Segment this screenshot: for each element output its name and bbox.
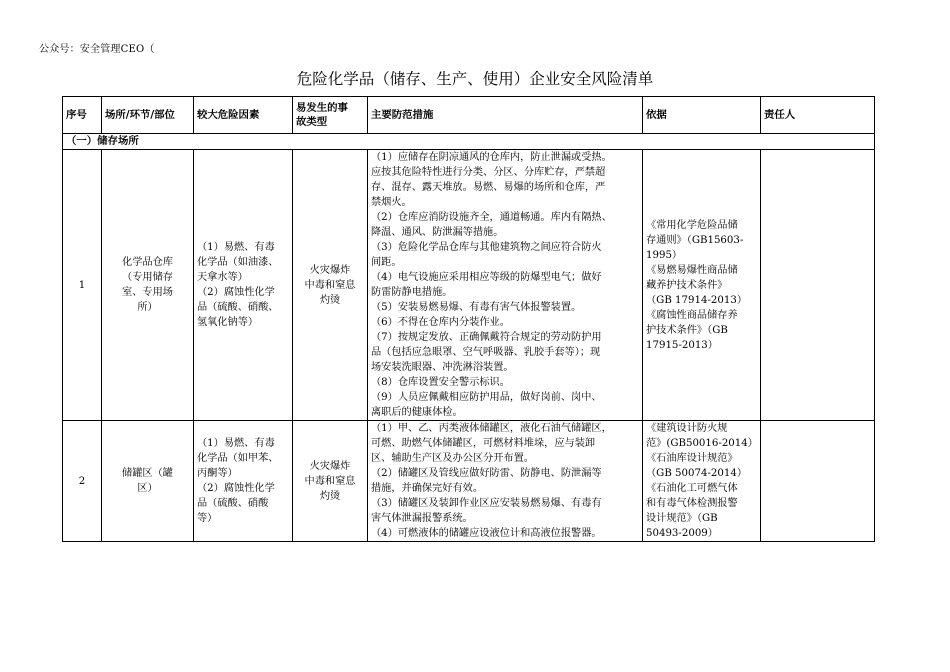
cell-line: （2）仓库应消防设施齐全，通道畅通。库内有隔热、 (371, 212, 612, 223)
cell-line: 《石油库设计规范》 (646, 453, 738, 464)
cell-line: 离职后的健康体检。 (371, 407, 463, 418)
cell-line: 间距。 (371, 257, 402, 268)
cell-line: （7）按规定发放、正确佩戴符合规定的劳动防护用 (371, 332, 602, 343)
cell-line: （4）可燃液体的储罐应设液位计和高液位报警器。 (371, 528, 602, 539)
cell-line: 《常用化学危险品储 (646, 219, 738, 231)
cell-line: 防雷防静电措施。 (371, 287, 453, 298)
cell-line: 灼烫 (319, 294, 341, 306)
cell-line: 品（硫酸、硝酸 (197, 498, 269, 509)
cell-line: （3）危险化学品仓库与其他建筑物之间应符合防火 (371, 242, 602, 253)
cell-line: 《建筑设计防火规 (646, 423, 728, 434)
cell-line: 中毒和窒息 (304, 279, 356, 291)
cell-line: （2）腐蚀性化学 (197, 287, 275, 298)
cell-line: （1）易燃、有毒 (197, 242, 275, 253)
cell-line: 禁烟火。 (371, 197, 412, 208)
cell-line: （1）易燃、有毒 (197, 438, 275, 449)
location-cell (102, 421, 194, 542)
cell-line: 场安装洗眼器、冲洗淋浴装置。 (371, 362, 514, 373)
cell-line: （1）甲、乙、丙类液体储罐区，液化石油气储罐区， (371, 423, 612, 434)
cell-line: 品（硫酸、硝酸、 (197, 302, 279, 313)
table-row (63, 421, 875, 542)
col-header-accident-line2: 故类型 (296, 116, 328, 128)
cell-line: 范》(GB50016-2014） (646, 438, 758, 449)
cell-line: 火灾爆炸 (309, 264, 351, 276)
col-header-accident (293, 97, 368, 134)
cell-line: （2）储罐区及管线应做好防雷、防静电、防泄漏等 (371, 468, 602, 479)
document-title: 危险化学品（储存、生产、使用）企业安全风险清单 (296, 70, 654, 88)
cell-line: 害气体泄漏报警系统。 (371, 513, 473, 524)
cell-line: 应按其危险特性进行分类、分区、分库贮存，严禁超 (371, 167, 606, 178)
owner-cell (761, 421, 875, 542)
col-header-location: 场所/环节/部位 (102, 97, 194, 134)
cell-line: （8）仓库设置安全警示标识。 (371, 377, 510, 388)
cell-line: 措施，并确保完好有效。 (371, 483, 484, 494)
col-header-hazard: 较大危险因素 (194, 97, 293, 134)
cell-line: 氢氧化钠等） (197, 317, 259, 328)
owner-cell (761, 150, 875, 421)
cell-line: （9）人员应佩戴相应防护用品，做好岗前、岗中、 (371, 392, 602, 403)
measures-cell (368, 421, 643, 542)
cell-line: 等） (197, 513, 218, 524)
cell-line: 中毒和窒息 (304, 475, 356, 487)
cell-line: 所） (137, 302, 158, 313)
table-row (63, 150, 875, 421)
col-header-basis: 依据 (643, 97, 761, 134)
cell-line: 储罐区（罐 (122, 468, 173, 479)
cell-line: 火灾爆炸 (309, 460, 351, 472)
cell-line: 藏养护技术条件》 (646, 279, 728, 291)
row-number: 1 (63, 150, 102, 421)
cell-line: 区、辅助生产区及办公区分开布置。 (371, 453, 534, 464)
header-note: 公众号：安全管理CEO（ (39, 44, 155, 55)
risk-table (62, 96, 875, 542)
cell-line: 化学品（如甲苯、 (197, 453, 279, 464)
row-number: 2 (63, 421, 102, 542)
hazard-cell (194, 150, 293, 421)
location-cell (102, 150, 194, 421)
section-row (63, 134, 875, 150)
cell-line: 50493-2009） (646, 528, 718, 539)
cell-line: 《石油化工可燃气体 (646, 483, 738, 494)
cell-line: 存通则》（GB15603- (646, 234, 744, 246)
cell-line: 降温、通风、防泄漏等措施。 (371, 227, 504, 238)
cell-line: 1995） (646, 249, 683, 261)
table-header-row (63, 97, 875, 134)
cell-line: 丙酮等） (197, 468, 238, 479)
cell-line: （专用储存 (122, 272, 173, 283)
col-header-no: 序号 (63, 97, 102, 134)
col-header-measures: 主要防范措施 (368, 97, 643, 134)
cell-line: （6）不得在仓库内分装作业。 (371, 317, 510, 328)
cell-line: 《腐蚀性商品储存养 (646, 309, 738, 321)
col-header-accident-line1: 易发生的事 (296, 102, 348, 114)
section-label: （一）储存场所 (63, 134, 875, 150)
cell-line: （GB 50074-2014） (646, 468, 748, 479)
cell-line: 天拿水等） (197, 272, 248, 283)
cell-line: 灼烫 (319, 490, 341, 502)
cell-line: 17915-2013） (646, 339, 718, 351)
cell-line: （1）应储存在阴凉通风的仓库内，防止泄漏或受热。 (371, 152, 612, 163)
cell-line: （2）腐蚀性化学 (197, 483, 275, 494)
accident-type-cell (293, 150, 368, 421)
hazard-cell (194, 421, 293, 542)
cell-line: 化学品仓库 (122, 257, 173, 268)
cell-line: 护技术条件》（GB (646, 324, 728, 336)
cell-line: 《易燃易爆性商品储 (646, 264, 738, 276)
basis-cell (643, 150, 761, 421)
cell-line: 存、混存、露天堆放。易燃、易爆的场所和仓库，严 (371, 182, 606, 193)
cell-line: 和有毒气体检测报警 (646, 498, 738, 509)
measures-cell (368, 150, 643, 421)
cell-line: 设计规范》（GB (646, 513, 718, 524)
col-header-owner: 责任人 (761, 97, 875, 134)
cell-line: 品（包括应急眼罩、空气呼吸器、乳胶手套等）；现 (371, 347, 601, 358)
basis-cell (643, 421, 761, 542)
cell-line: （4）电气设施应采用相应等级的防爆型电气；做好 (371, 272, 602, 283)
cell-line: （3）储罐区及装卸作业区应安装易燃易爆、有毒有 (371, 498, 602, 509)
cell-line: 可燃、助燃气体储罐区，可燃材料堆垛，应与装卸 (371, 438, 596, 449)
cell-line: 化学品（如油漆、 (197, 257, 279, 268)
cell-line: 室、专用场 (122, 287, 173, 298)
cell-line: 区） (137, 483, 158, 494)
cell-line: （GB 17914-2013） (646, 294, 748, 306)
accident-type-cell (293, 421, 368, 542)
cell-line: （5）安装易燃易爆、有毒有害气体报警装置。 (371, 302, 582, 313)
